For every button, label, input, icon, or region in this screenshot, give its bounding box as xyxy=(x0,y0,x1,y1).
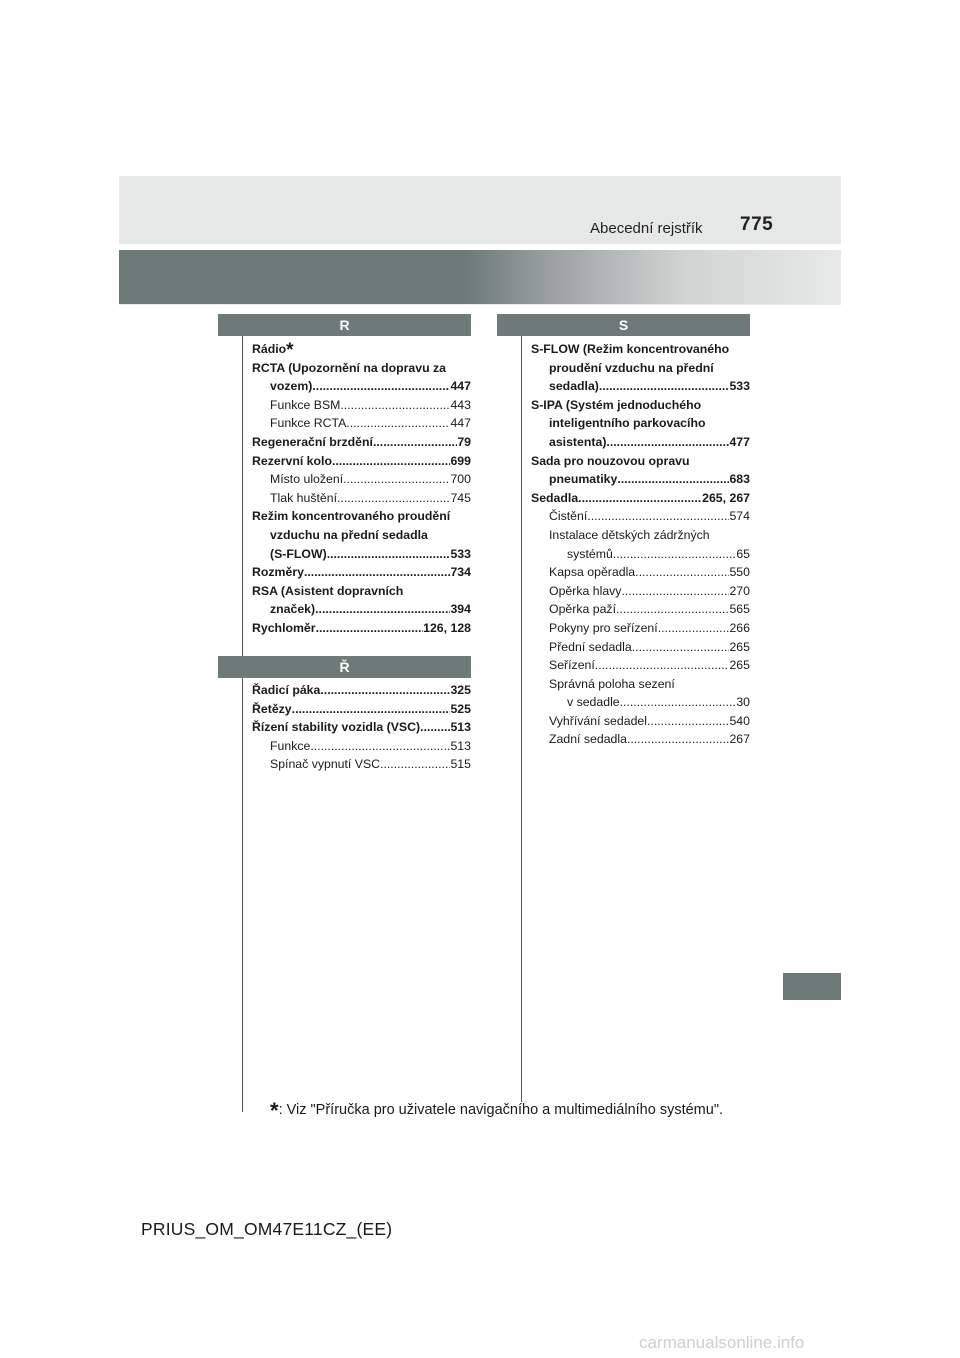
entry-term: Pokyny pro seřízení xyxy=(549,620,658,635)
entry-term: Sedadla xyxy=(531,490,579,505)
leader-dots xyxy=(578,489,702,508)
index-entry xyxy=(252,582,471,601)
decorative-band xyxy=(119,250,841,304)
entry-page: 574 xyxy=(729,509,750,524)
leader-dots xyxy=(320,681,450,700)
column-rule-left xyxy=(242,335,243,1112)
leader-dots xyxy=(599,377,730,396)
index-entry xyxy=(531,693,750,712)
leader-dots xyxy=(635,563,729,582)
leader-dots xyxy=(606,433,729,452)
entry-term: značek) xyxy=(270,602,316,617)
entry-term: Vyhřívání sedadel xyxy=(549,713,647,728)
leader-dots xyxy=(647,712,729,731)
index-entry xyxy=(531,470,750,489)
leader-dots xyxy=(616,600,729,619)
entry-term: Funkce BSM xyxy=(270,397,341,412)
index-entry xyxy=(531,545,750,564)
entry-page: 265 xyxy=(729,639,750,654)
entry-term: (S-FLOW) xyxy=(270,546,327,561)
divider xyxy=(119,304,841,305)
index-entry xyxy=(252,452,471,471)
entry-page: 540 xyxy=(729,713,750,728)
index-entry xyxy=(531,730,750,749)
entry-page: 30 xyxy=(736,695,750,710)
leader-dots xyxy=(337,489,450,508)
index-entry xyxy=(531,507,750,526)
entry-term: Zadní sedadla xyxy=(549,732,627,747)
index-entry xyxy=(531,582,750,601)
leader-dots xyxy=(316,619,424,638)
column-rule-middle xyxy=(521,335,522,1102)
entry-page: 447 xyxy=(450,379,471,394)
entry-term: RCTA (Upozornění na dopravu za xyxy=(252,360,447,375)
index-entry xyxy=(252,359,471,378)
entry-term: Řadicí páka xyxy=(252,683,321,697)
index-list-r xyxy=(252,340,471,638)
index-entry xyxy=(252,470,471,489)
index-entry xyxy=(531,619,750,638)
leader-dots xyxy=(658,619,730,638)
entry-page: 447 xyxy=(450,416,471,431)
asterisk-mark: * xyxy=(286,340,294,361)
entry-term: Kapsa opěradla xyxy=(549,565,636,580)
entry-page: 550 xyxy=(729,565,750,580)
leader-dots xyxy=(332,452,451,471)
entry-page: 65 xyxy=(736,546,750,561)
index-entry xyxy=(252,396,471,415)
letter-heading-s: S xyxy=(497,314,750,336)
header-bar xyxy=(119,176,841,244)
leader-dots xyxy=(621,582,729,601)
entry-term: Přední sedadla xyxy=(549,639,632,654)
index-entry xyxy=(531,396,750,415)
entry-term: asistenta) xyxy=(549,434,607,449)
entry-term: Rozměry xyxy=(252,565,304,580)
leader-dots xyxy=(343,470,450,489)
index-entry xyxy=(252,377,471,396)
index-entry xyxy=(252,526,471,545)
entry-page: 565 xyxy=(729,602,750,617)
leader-dots xyxy=(340,396,450,415)
index-entry xyxy=(531,452,750,471)
leader-dots xyxy=(346,414,450,433)
index-entry xyxy=(252,681,471,700)
index-entry xyxy=(531,563,750,582)
entry-term: Čistění xyxy=(549,509,588,524)
leader-dots xyxy=(420,718,450,737)
page-number: 775 xyxy=(740,214,774,235)
entry-term: Správná poloha sezení xyxy=(549,676,675,691)
entry-term: Sada pro nouzovou opravu xyxy=(531,453,690,468)
leader-dots xyxy=(310,737,450,756)
index-entry xyxy=(252,718,471,737)
entry-term: Funkce RCTA xyxy=(270,416,347,431)
entry-page: 477 xyxy=(729,434,750,449)
index-entry xyxy=(252,755,471,774)
entry-term: pneumatiky xyxy=(549,472,618,487)
entry-page: 734 xyxy=(450,565,471,580)
index-entry xyxy=(252,414,471,433)
index-entry xyxy=(531,414,750,433)
entry-term: inteligentního parkovacího xyxy=(549,416,706,431)
entry-term: v sedadle xyxy=(567,695,620,710)
index-entry xyxy=(252,340,471,359)
entry-term: Regenerační brzdění xyxy=(252,434,373,449)
index-entry xyxy=(531,377,750,396)
entry-page: 513 xyxy=(450,720,471,735)
entry-term: Místo uložení xyxy=(270,472,344,487)
entry-term: Spínač vypnutí VSC xyxy=(270,757,381,772)
index-entry xyxy=(252,545,471,564)
entry-term: S-FLOW (Režim koncentrovaného xyxy=(531,342,730,356)
index-entry xyxy=(252,737,471,756)
entry-page: 513 xyxy=(450,738,471,753)
entry-term: Režim koncentrovaného proudění xyxy=(252,509,451,524)
section-title: Abecední rejstřík xyxy=(590,220,703,237)
index-entry xyxy=(531,600,750,619)
letter-heading-r: R xyxy=(218,314,471,336)
entry-term: Instalace dětských zádržných xyxy=(549,527,710,542)
entry-page: 270 xyxy=(729,583,750,598)
entry-page: 700 xyxy=(450,472,471,487)
index-entry xyxy=(252,600,471,619)
footnote-text: : Viz "Příručka pro uživatele navigačního a multimediálního systému". xyxy=(278,1102,723,1118)
entry-term: proudění vzduchu na přední xyxy=(549,360,714,375)
entry-page: 325 xyxy=(450,683,471,697)
index-entry xyxy=(531,638,750,657)
index-entry xyxy=(252,619,471,638)
index-entry xyxy=(252,489,471,508)
watermark: carmanualsonline.info xyxy=(639,1333,805,1352)
entry-page: 443 xyxy=(450,397,471,412)
entry-term: systémů xyxy=(567,546,613,561)
entry-term: vzduchu na přední sedadla xyxy=(270,527,428,542)
entry-page: 126, 128 xyxy=(423,620,471,635)
entry-term: Řízení stability vozidla (VSC) xyxy=(252,720,421,735)
leader-dots xyxy=(620,693,737,712)
index-list-r-caron xyxy=(252,681,471,774)
entry-page: 79 xyxy=(457,434,471,449)
entry-term: Řetězy xyxy=(252,701,292,716)
entry-term: Tlak huštění xyxy=(270,490,337,505)
entry-page: 533 xyxy=(450,546,471,561)
entry-term: Rezervní kolo xyxy=(252,453,332,468)
leader-dots xyxy=(587,507,729,526)
entry-page: 533 xyxy=(729,379,750,394)
footnote xyxy=(270,1098,723,1123)
entry-page: 266 xyxy=(729,620,750,635)
index-entry xyxy=(531,675,750,694)
chapter-tab xyxy=(783,973,841,1000)
leader-dots xyxy=(613,545,737,564)
entry-term: sedadla) xyxy=(549,379,599,394)
leader-dots xyxy=(312,377,450,396)
entry-term: RSA (Asistent dopravních xyxy=(252,583,404,598)
leader-dots xyxy=(380,755,450,774)
entry-page: 394 xyxy=(450,602,471,617)
entry-page: 515 xyxy=(450,757,471,772)
index-entry xyxy=(531,340,750,359)
index-entry xyxy=(252,433,471,452)
leader-dots xyxy=(373,433,457,452)
letter-heading-r-caron: Ř xyxy=(218,656,471,678)
index-entry xyxy=(531,359,750,378)
entry-term: S-IPA (Systém jednoduchého xyxy=(531,397,702,412)
index-entry xyxy=(252,507,471,526)
entry-page: 745 xyxy=(450,490,471,505)
index-entry xyxy=(531,526,750,545)
leader-dots xyxy=(595,656,730,675)
entry-page: 267 xyxy=(729,732,750,747)
entry-page: 699 xyxy=(450,453,471,468)
entry-term: Opěrka hlavy xyxy=(549,583,622,598)
index-entry xyxy=(531,712,750,731)
leader-dots xyxy=(292,700,451,719)
footnote-asterisk: * xyxy=(270,1098,279,1123)
index-entry xyxy=(252,563,471,582)
entry-term: Rádio xyxy=(252,342,287,356)
index-list-s xyxy=(531,340,750,749)
index-entry xyxy=(531,433,750,452)
index-entry xyxy=(252,700,471,719)
entry-page: 683 xyxy=(729,472,750,487)
entry-term: vozem) xyxy=(270,379,313,394)
index-entry xyxy=(531,489,750,508)
entry-page: 265 xyxy=(729,658,750,673)
entry-page: 525 xyxy=(450,701,471,716)
entry-page: 265, 267 xyxy=(702,490,750,505)
document-code: PRIUS_OM_OM47E11CZ_(EE) xyxy=(141,1219,393,1239)
leader-dots xyxy=(315,600,450,619)
leader-dots xyxy=(327,545,451,564)
leader-dots xyxy=(304,563,451,582)
entry-term: Opěrka paží xyxy=(549,602,616,617)
leader-dots xyxy=(617,470,729,489)
index-entry xyxy=(531,656,750,675)
entry-term: Rychloměr xyxy=(252,620,316,635)
entry-term: Funkce xyxy=(270,738,311,753)
entry-term: Seřízení xyxy=(549,658,595,673)
leader-dots xyxy=(632,638,730,657)
leader-dots xyxy=(627,730,730,749)
